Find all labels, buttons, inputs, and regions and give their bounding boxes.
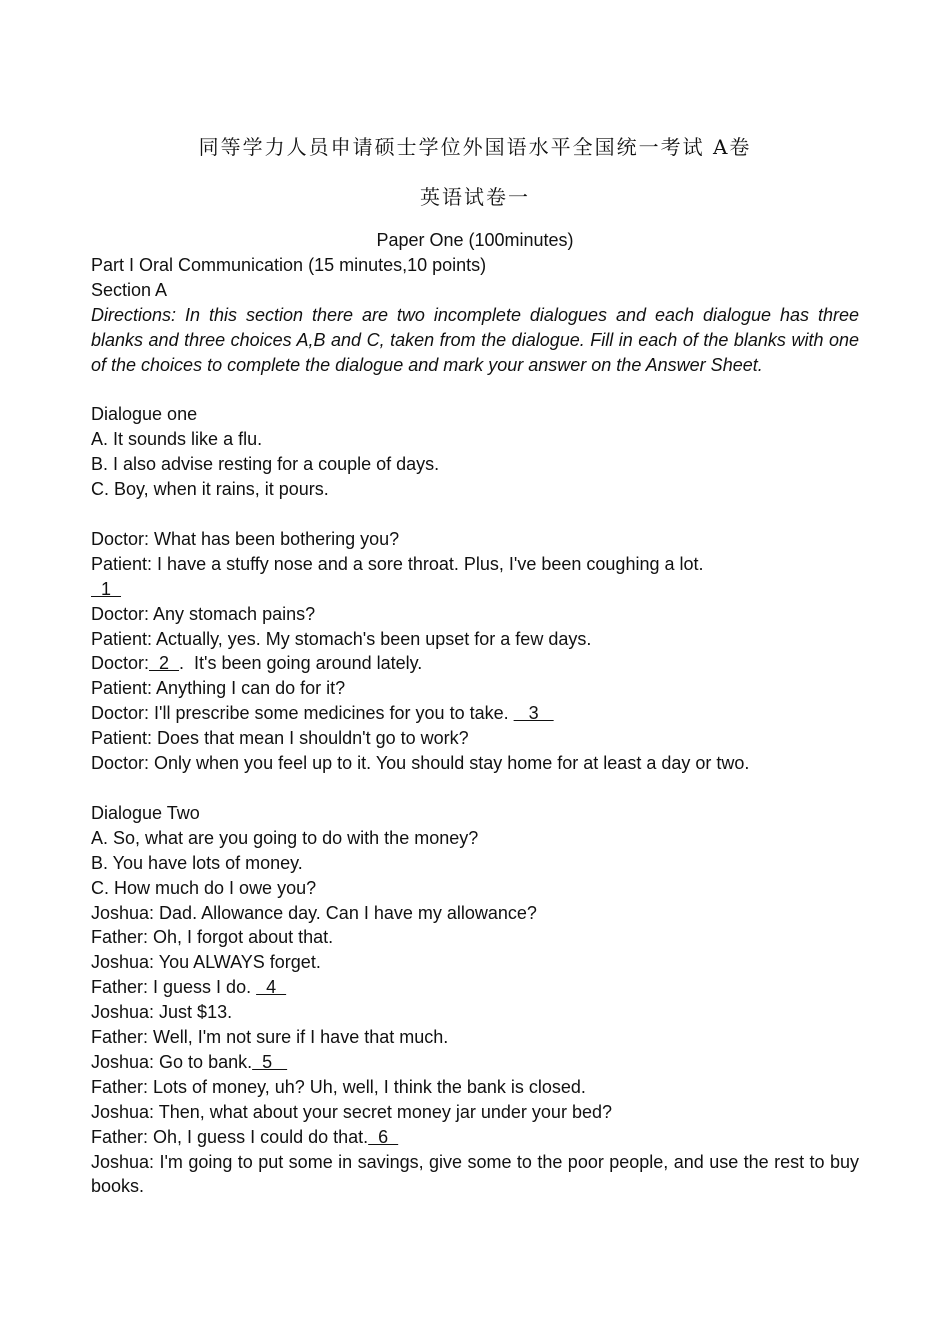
part-heading: Part I Oral Communication (15 minutes,10 points): [91, 255, 487, 275]
spacer: [91, 378, 859, 403]
dialogue-one-choice-b: B. I also advise resting for a couple of days.: [91, 454, 440, 475]
line-text: Doctor: I'll prescribe some medicines for you to take.: [91, 703, 514, 724]
dialogue-line: Joshua: Just $13.: [91, 1002, 233, 1023]
dialogue-line: Doctor: Only when you feel up to it. You should stay home for at least a day or two.: [91, 753, 750, 774]
dialogue-line: Doctor: What has been bothering you?: [91, 528, 400, 549]
dialogue-line: Patient: I have a stuffy nose and a sore throat. Plus, I've been coughing a lot.: [91, 553, 704, 574]
paper-title: Paper One (100minutes): [376, 230, 574, 250]
line-text: Father: Oh, I guess I could do that.: [91, 1126, 369, 1147]
dialogue-line: [91, 701, 859, 726]
dialogue-line: [91, 1125, 859, 1150]
dialogue-line: Father: Well, I'm not sure if I have that much.: [91, 1027, 449, 1048]
blank-6: 6: [368, 1126, 399, 1147]
dialogue-line: [91, 1050, 859, 1075]
dialogue-line: Patient: Actually, yes. My stomach's been upset for a few days.: [91, 628, 592, 649]
section-heading: Section A: [91, 279, 168, 300]
dialogue-line: [91, 975, 859, 1000]
blank-5: 5: [252, 1051, 288, 1072]
line-text: Father: I guess I do.: [91, 977, 257, 998]
dialogue-line: Joshua: Dad. Allowance day. Can I have my allowance?: [91, 902, 537, 923]
line-text: Doctor:: [91, 653, 150, 674]
dialogue-one-heading: Dialogue one: [91, 404, 198, 425]
dialogue-line: Joshua: I'm going to put some in savings, give some to the poor people, and use the rest to buy books.: [91, 1151, 859, 1197]
dialogue-two-choice-b: B. You have lots of money.: [91, 852, 303, 873]
dialogue-line: Patient: Does that mean I shouldn't go to work?: [91, 728, 469, 749]
dialogue-line: Joshua: Then, what about your secret money jar under your bed?: [91, 1101, 612, 1122]
exam-page: [91, 130, 859, 1199]
blank-2: 2: [149, 653, 180, 674]
dialogue-one-choice-a: A. It sounds like a flu.: [91, 429, 263, 450]
blank-1: 1: [91, 578, 122, 599]
dialogue-line: [91, 577, 859, 602]
dialogue-line: Joshua: You ALWAYS forget.: [91, 952, 321, 973]
exam-title: 同等学力人员申请硕士学位外国语水平全国统一考试 A卷: [198, 135, 752, 159]
line-text: . It's been going around lately.: [179, 653, 423, 674]
dialogue-two-choice-a: A. So, what are you going to do with the money?: [91, 827, 479, 848]
dialogue-line: Doctor: Any stomach pains?: [91, 603, 316, 624]
line-text: Joshua: Go to bank.: [91, 1051, 253, 1072]
exam-subtitle: 英语试卷一: [420, 185, 530, 209]
dialogue-one-choice-c: C. Boy, when it rains, it pours.: [91, 479, 329, 500]
spacer: [91, 776, 859, 801]
directions-text: Directions: In this section there are two incomplete dialogues and each dialogue has three blanks and three choices A,B and C, taken from the dialogue. Fill in each of the blanks with one of the choices to complete the dialogue and mark your answer on the Answer Sheet.: [91, 304, 859, 375]
dialogue-two-choice-c: C. How much do I owe you?: [91, 877, 317, 898]
dialogue-line: [91, 651, 859, 676]
spacer: [91, 502, 859, 527]
dialogue-line: Patient: Anything I can do for it?: [91, 678, 346, 699]
blank-4: 4: [256, 977, 287, 998]
dialogue-line: Father: Lots of money, uh? Uh, well, I think the bank is closed.: [91, 1076, 586, 1097]
dialogue-two-heading: Dialogue Two: [91, 802, 200, 823]
dialogue-line: Father: Oh, I forgot about that.: [91, 927, 334, 948]
blank-3: 3: [513, 703, 554, 724]
